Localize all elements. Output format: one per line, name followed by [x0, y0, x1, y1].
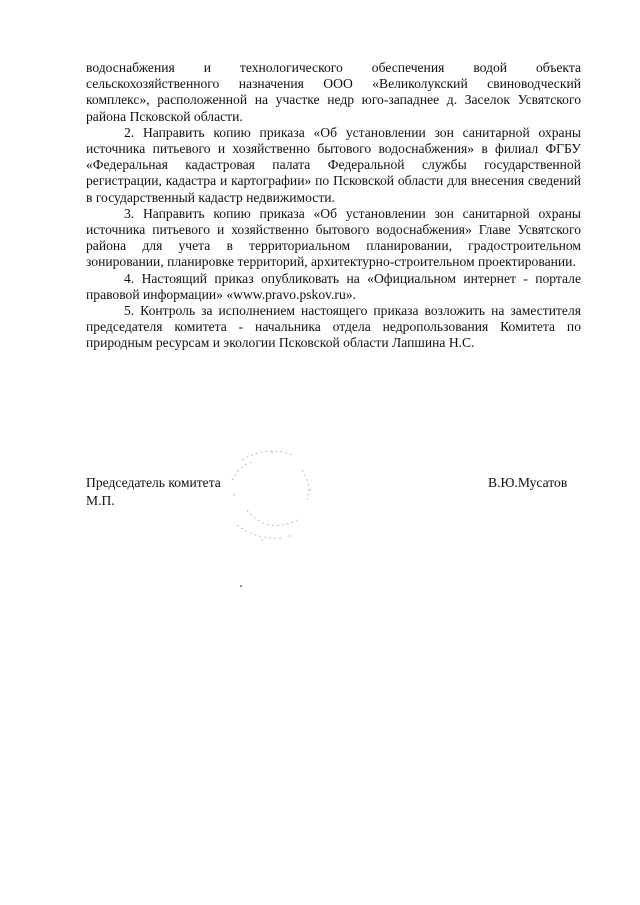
- paragraph-5: 5. Контроль за исполнением настоящего приказа возложить на заместителя председателя комитета - начальника отдела недропользования Комитета по природным ресурсам и экологии Псковской области Лапшина Н.С.: [86, 303, 581, 351]
- faint-seal-stamp: [212, 440, 332, 550]
- position-title: Председатель комитета: [86, 475, 221, 490]
- stray-mark: [240, 585, 242, 587]
- signer-name: В.Ю.Мусатов: [488, 475, 568, 490]
- document-body: [86, 60, 581, 352]
- paragraph-1: водоснабжения и технологического обеспечения водой объекта сельскохозяйственного назначения ООО «Великолукский свиноводческий комплекс», расположенной на участке недр юго-западнее д. Заселок Усвятского района Псковской области.: [86, 60, 581, 124]
- paragraph-4: 4. Настоящий приказ опубликовать на «Официальном интернет - портале правовой информации» «www.pravo.pskov.ru».: [86, 270, 581, 302]
- signature-left: [86, 474, 221, 510]
- seal-place: М.П.: [86, 493, 115, 508]
- paragraph-2: 2. Направить копию приказа «Об установлении зон санитарной охраны источника питьевого и хозяйственно бытового водоснабжения» в филиал ФГБУ «Федеральная кадастровая палата Федеральной службы государственной регистрации, кадастра и картографии» по Псковской области для внесения сведений в государственный кадастр недвижимости.: [86, 124, 581, 205]
- paragraph-3: 3. Направить копию приказа «Об установлении зон санитарной охраны источника питьевого и хозяйственно бытового водоснабжения» Главе Усвятского района для учета в территориальном планировании, градостроительном зонировании, планировке территорий, архитектурно-строительном проектировании.: [86, 205, 581, 270]
